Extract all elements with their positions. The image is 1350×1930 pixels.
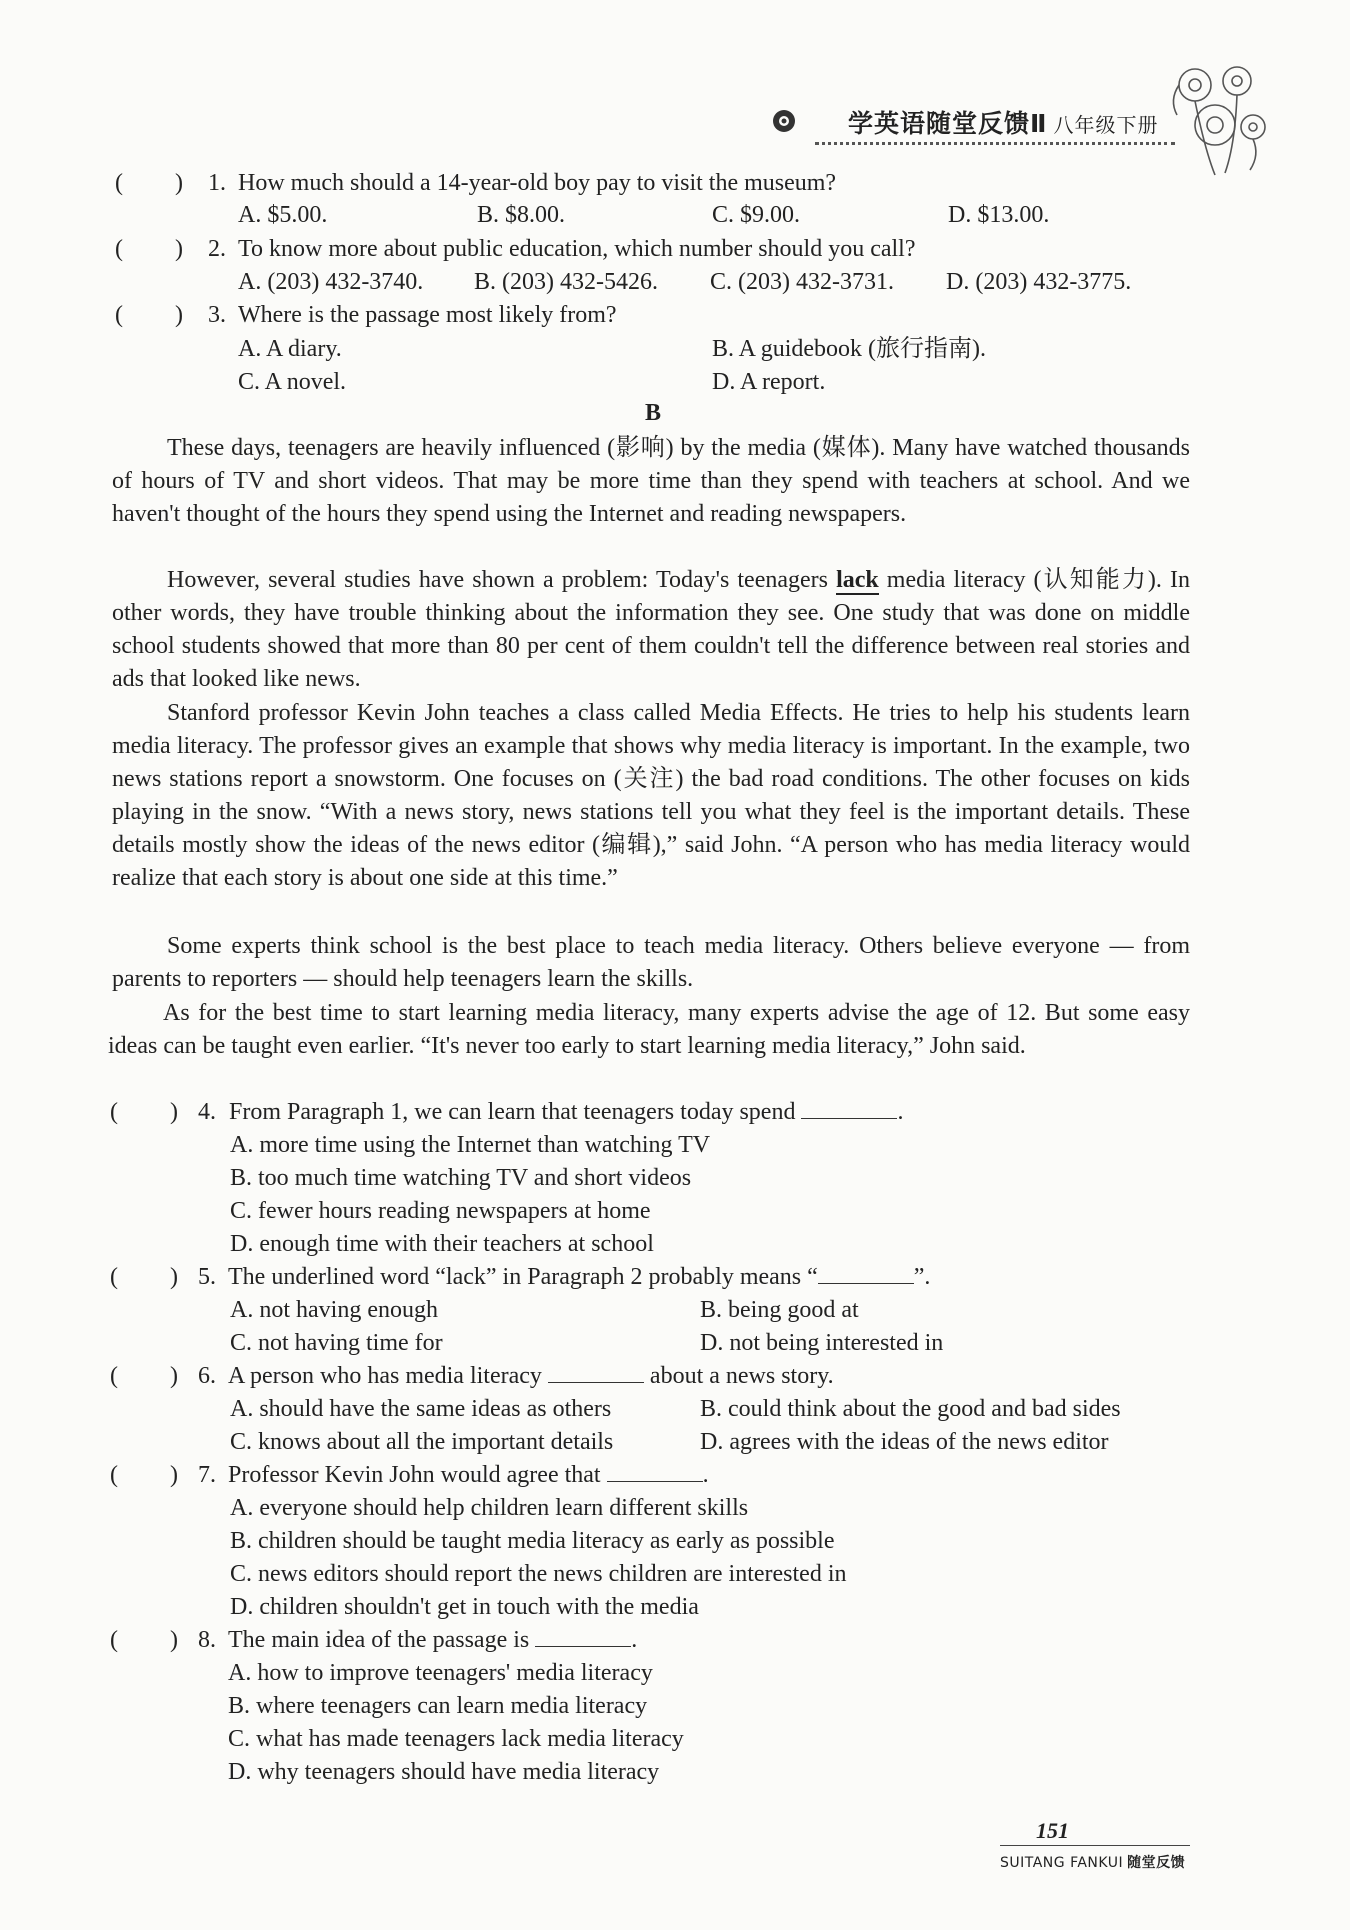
answer-paren-left: ( (115, 170, 123, 196)
paragraph-3: Stanford professor Kevin John teaches a class called Media Effects. He tries to help his students learn media literacy. The professor gives an example that shows why media literacy is important. In the example, two news stations report a snowstorm. One focuses on (关注) the bad road conditions. The other focuses on kids playing in the snow. “With a news story, news stations tell you what they feel is the important details. These details mostly show the ideas of the news editor (编辑),” said John. “A person who has media literacy would realize that each story is about one side at this time.” (112, 700, 1190, 891)
answer-paren-left: ( (110, 1264, 118, 1290)
question-number: 5. (198, 1264, 216, 1290)
option-c: C. what has made teenagers lack media literacy (228, 1726, 684, 1752)
header-dotted-rule (815, 142, 1175, 145)
answer-blank[interactable] (535, 1624, 631, 1647)
footer-brand-latin: SUITANG FANKUI (1000, 1855, 1124, 1871)
option-b: B. children should be taught media literacy as early as possible (230, 1528, 835, 1554)
question-stem: Where is the passage most likely from? (238, 302, 617, 328)
question-number: 6. (198, 1363, 216, 1389)
option-d: D. enough time with their teachers at school (230, 1231, 654, 1257)
option-d: D. children shouldn't get in touch with the media (230, 1594, 699, 1620)
answer-paren-right: ) (170, 1099, 178, 1125)
option-b: B. being good at (700, 1297, 859, 1323)
answer-paren-right: ) (170, 1627, 178, 1653)
option-c: C. fewer hours reading newspapers at home (230, 1198, 651, 1224)
question-number: 3. (208, 302, 226, 328)
answer-blank[interactable] (548, 1360, 644, 1383)
question-number: 1. (208, 170, 226, 196)
option-a: A. A diary. (238, 336, 342, 362)
answer-paren-left: ( (110, 1099, 118, 1125)
option-a: A. (203) 432-3740. (238, 269, 424, 295)
option-a: A. $5.00. (238, 202, 328, 228)
option-d: D. (203) 432-3775. (946, 269, 1132, 295)
option-b: B. (203) 432-5426. (474, 269, 658, 295)
question-stem: From Paragraph 1, we can learn that teenagers today spend (229, 1099, 802, 1125)
answer-blank[interactable] (801, 1096, 897, 1119)
answer-paren-left: ( (110, 1363, 118, 1389)
paragraph-2 (112, 564, 1190, 696)
flower-ornament-icon (1165, 55, 1275, 180)
option-b: B. $8.00. (477, 202, 566, 228)
page-number: 151 (1036, 1818, 1069, 1843)
answer-paren-right: ) (170, 1264, 178, 1290)
option-d: D. agrees with the ideas of the news editor (700, 1429, 1109, 1455)
answer-paren-right: ) (175, 170, 183, 196)
option-d: D. $13.00. (948, 202, 1050, 228)
question-stem-end: . (702, 1462, 709, 1488)
section-heading: B (645, 400, 662, 426)
footer-brand (1000, 1852, 1185, 1872)
question-number: 8. (198, 1627, 216, 1653)
answer-paren-left: ( (115, 236, 123, 262)
option-d: D. not being interested in (700, 1330, 944, 1356)
option-a: A. not having enough (230, 1297, 438, 1323)
option-d: D. why teenagers should have media literacy (228, 1759, 660, 1785)
book-title: 学英语随堂反馈Ⅱ (848, 109, 1048, 138)
answer-blank[interactable] (607, 1459, 703, 1482)
question-number: 7. (198, 1462, 216, 1488)
grade-label: 八年级下册 (1053, 113, 1159, 137)
option-b: B. A guidebook (旅行指南). (712, 336, 986, 362)
question-stem-end: about a news story. (643, 1363, 834, 1389)
option-b: B. too much time watching TV and short videos (230, 1165, 692, 1191)
question-stem-end: . (631, 1627, 638, 1653)
footer-brand-zh: 随堂反馈 (1127, 1855, 1186, 1871)
paragraph-text: media literacy (认知能力). In other words, they have trouble thinking about the information they see. One study that was done on middle school students showed that more than 80 per cent of them couldn't tell the difference between real stories and ads that looked like news. (112, 567, 1190, 692)
question-stem-end: ”. (913, 1264, 931, 1290)
answer-paren-right: ) (175, 236, 183, 262)
paragraph-text: However, several studies have shown a problem: Today's teenagers (167, 567, 837, 593)
underlined-word: lack (836, 567, 879, 593)
option-c: C. knows about all the important details (230, 1429, 614, 1455)
question-stem: Professor Kevin John would agree that (228, 1462, 607, 1488)
answer-paren-left: ( (115, 302, 123, 328)
paragraph-1: These days, teenagers are heavily influenced (影响) by the media (媒体). Many have watched thousands of hours of TV and short videos. That may be more time than they spend with teachers at school. And we haven't thought of the hours they spend using the Internet and reading newspapers. (112, 435, 1190, 527)
option-c: C. not having time for (230, 1330, 443, 1356)
question-stem: How much should a 14-year-old boy pay to visit the museum? (238, 170, 837, 196)
option-c: C. (203) 432-3731. (710, 269, 894, 295)
question-number: 2. (208, 236, 226, 262)
option-d: D. A report. (712, 369, 826, 395)
flower-bullet-icon (772, 109, 796, 133)
option-c: C. $9.00. (712, 202, 801, 228)
option-c: C. A novel. (238, 369, 347, 395)
answer-paren-right: ) (175, 302, 183, 328)
question-number: 4. (198, 1099, 216, 1125)
paragraph-4: Some experts think school is the best place to teach media literacy. Others believe everyone — from parents to reporters — should help teenagers learn the skills. (112, 933, 1190, 992)
question-stem: The underlined word “lack” in Paragraph 2 probably means “ (228, 1264, 818, 1290)
option-a: A. more time using the Internet than watching TV (230, 1132, 711, 1158)
answer-blank[interactable] (818, 1261, 914, 1284)
option-a: A. should have the same ideas as others (230, 1396, 612, 1422)
footer-rule (1000, 1845, 1190, 1846)
answer-paren-left: ( (110, 1462, 118, 1488)
answer-paren-right: ) (170, 1363, 178, 1389)
option-c: C. news editors should report the news children are interested in (230, 1561, 847, 1587)
option-b: B. where teenagers can learn media literacy (228, 1693, 648, 1719)
question-stem: A person who has media literacy (228, 1363, 548, 1389)
header-title (848, 104, 1158, 140)
answer-paren-left: ( (110, 1627, 118, 1653)
option-a: A. everyone should help children learn different skills (230, 1495, 749, 1521)
answer-paren-right: ) (170, 1462, 178, 1488)
question-stem: To know more about public education, which number should you call? (238, 236, 916, 262)
question-stem: The main idea of the passage is (228, 1627, 536, 1653)
question-stem-end: . (897, 1099, 904, 1125)
paragraph-5: As for the best time to start learning media literacy, many experts advise the age of 12. But some easy ideas can be taught even earlier. “It's never too early to start learning media literacy,” John said. (108, 1000, 1190, 1059)
option-a: A. how to improve teenagers' media literacy (228, 1660, 653, 1686)
option-b: B. could think about the good and bad sides (700, 1396, 1121, 1422)
